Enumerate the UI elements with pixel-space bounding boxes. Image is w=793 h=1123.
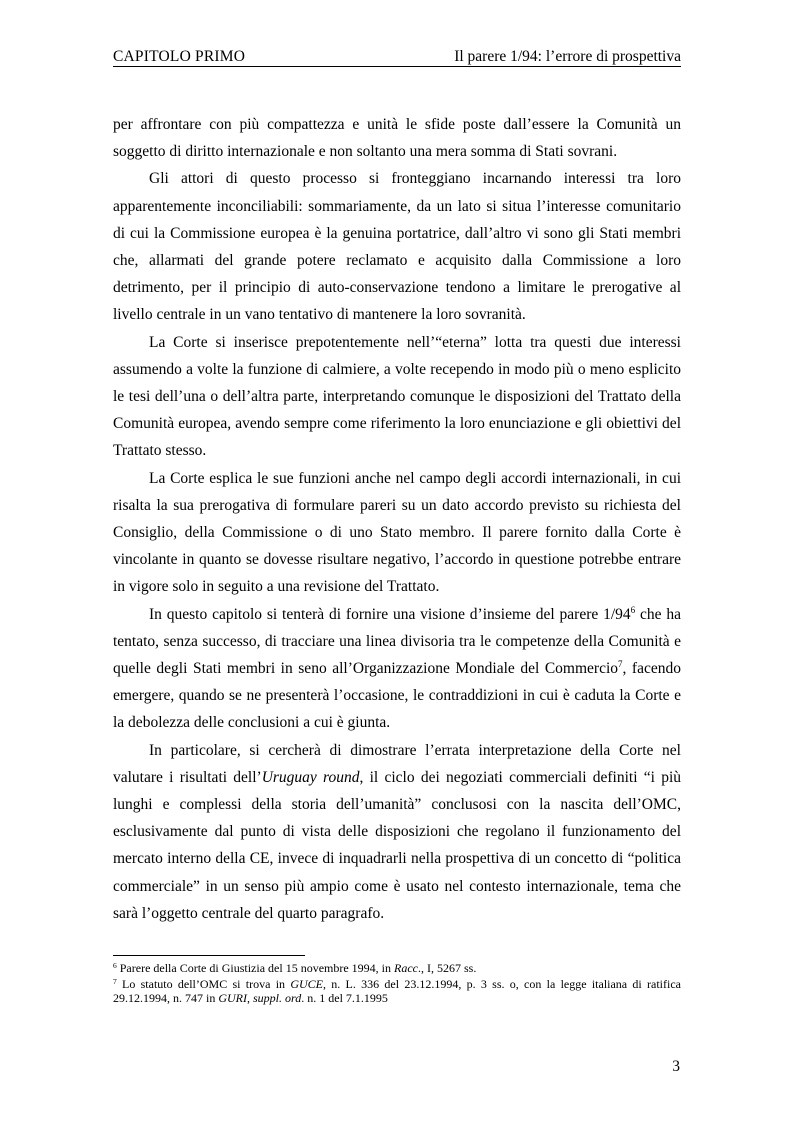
footnotes xyxy=(113,961,681,1007)
footnote-6-italic: Racc xyxy=(394,961,418,975)
footnote-7-number: 7 xyxy=(113,976,117,986)
footnote-7-text-d: . n. 1 del 7.1.1995 xyxy=(301,991,388,1005)
footnote-ref-6[interactable]: 6 xyxy=(630,604,636,615)
page-number: 3 xyxy=(672,1058,680,1075)
body-text xyxy=(113,111,681,927)
paragraph-6-part-a: In particolare, si cercherà di dimostrare l’errata interpretazione della Corte nel valutare i risultati dell’ xyxy=(113,741,681,786)
paragraph-6-part-b: , il ciclo dei negoziati commerciali definiti “i più lunghi e complessi della storia dell’umanità” conclusosi con la nascita dell’OMC, esclusivamente dal punto di vista delle disposizioni che regolano il funzionamento del mercato interno della CE, invece di inquadrarli nella prospettiva di un concetto di “politica commerciale” in un senso più ampio come è usato nel contesto internazionale, tema che sarà l’oggetto centrale del quarto paragrafo. xyxy=(113,768,682,922)
paragraph-2: Gli attori di questo processo si fronteggiano incarnando interessi tra loro apparentemente inconciliabili: sommariamente, da un lato si situa l’interesse comunitario di cui la Commissione europea è la genuina portatrice, dall’altro vi sono gli Stati membri che, allarmati del grande potere reclamato e acquisito dalla Commissione a loro detrimento, per il principio di auto-conservazione tendono a limitare le prerogative al livello centrale in un vano tentativo di mantenere la loro sovranità. xyxy=(113,170,681,324)
footnote-7-text-a: Lo statuto dell’OMC si trova in xyxy=(116,976,291,991)
paragraph-4: La Corte esplica le sue funzioni anche nel campo degli accordi internazionali, in cui risalta la sua prerogativa di formulare pareri su un dato accordo previsto su richiesta del Consiglio, della Commissione o di uno Stato membro. Il parere fornito dalla Corte è vincolante in quanto se dovesse risultare negativo, l’accordo in questione potrebbe entrare in vigore solo in seguito a una revisione del Trattato. xyxy=(113,469,681,596)
footnote-7-italic-3: suppl. ord xyxy=(253,991,302,1005)
paragraph-5-part-b: che ha tentato, senza successo, di tracciare una linea divisoria tra le competenze della Comunità e quelle degli Stati membri in seno all’Organizzazione Mondiale del Commercio xyxy=(113,605,681,678)
chapter-title: Il parere 1/94: l’errore di prospettiva xyxy=(454,48,681,65)
paragraph-5-part-c: , facendo emergere, quando se ne presenterà l’occasione, le contraddizioni in cui è caduta la Corte e la debolezza delle conclusioni a cui è giunta. xyxy=(113,660,681,732)
footnote-7-italic-2: GURI xyxy=(218,991,248,1005)
footnote-6-number: 6 xyxy=(113,961,117,970)
paragraph-6 xyxy=(113,737,681,927)
paragraph-1: per affrontare con più compattezza e unità le sfide poste dall’essere la Comunità un soggetto di diritto internazionale e non soltanto una mera somma di Stati sovrani. xyxy=(113,116,681,161)
paragraph-5-part-a: In questo capitolo si tenterà di fornire una visione d’insieme del parere 1/94 xyxy=(149,605,631,623)
running-header xyxy=(113,47,681,67)
footnote-6 xyxy=(113,961,681,976)
footnote-separator xyxy=(113,955,305,956)
paragraph-5 xyxy=(113,601,681,737)
footnote-7-italic-1: GUCE xyxy=(290,976,323,991)
paragraph-6-italic: Uruguay round xyxy=(261,768,360,786)
chapter-label: CAPITOLO PRIMO xyxy=(113,48,246,65)
footnote-7 xyxy=(113,977,681,1006)
footnote-6-text-b: ., I, 5267 ss. xyxy=(418,961,477,975)
footnote-7-text-c: , xyxy=(247,991,254,1005)
footnote-ref-7[interactable]: 7 xyxy=(618,659,623,670)
paragraph-3: La Corte si inserisce prepotentemente nell’“eterna” lotta tra questi due interessi assumendo a volte la funzione di calmiere, a volte recependo in modo più o meno esplicito le tesi dell’una o dell’altra parte, interpretando comunque le disposizioni del Trattato della Comunità europea, avendo sempre come riferimento la loro enunciazione e gli obiettivi del Trattato stesso. xyxy=(113,333,681,460)
footnote-7-text-b: , n. L. 336 del 23.12.1994, p. 3 ss. o, con la legge italiana di ratifica 29.12.1994, n. 747 in xyxy=(113,976,681,1005)
footnote-6-text-a: Parere della Corte di Giustizia del 15 novembre 1994, in xyxy=(116,961,395,975)
